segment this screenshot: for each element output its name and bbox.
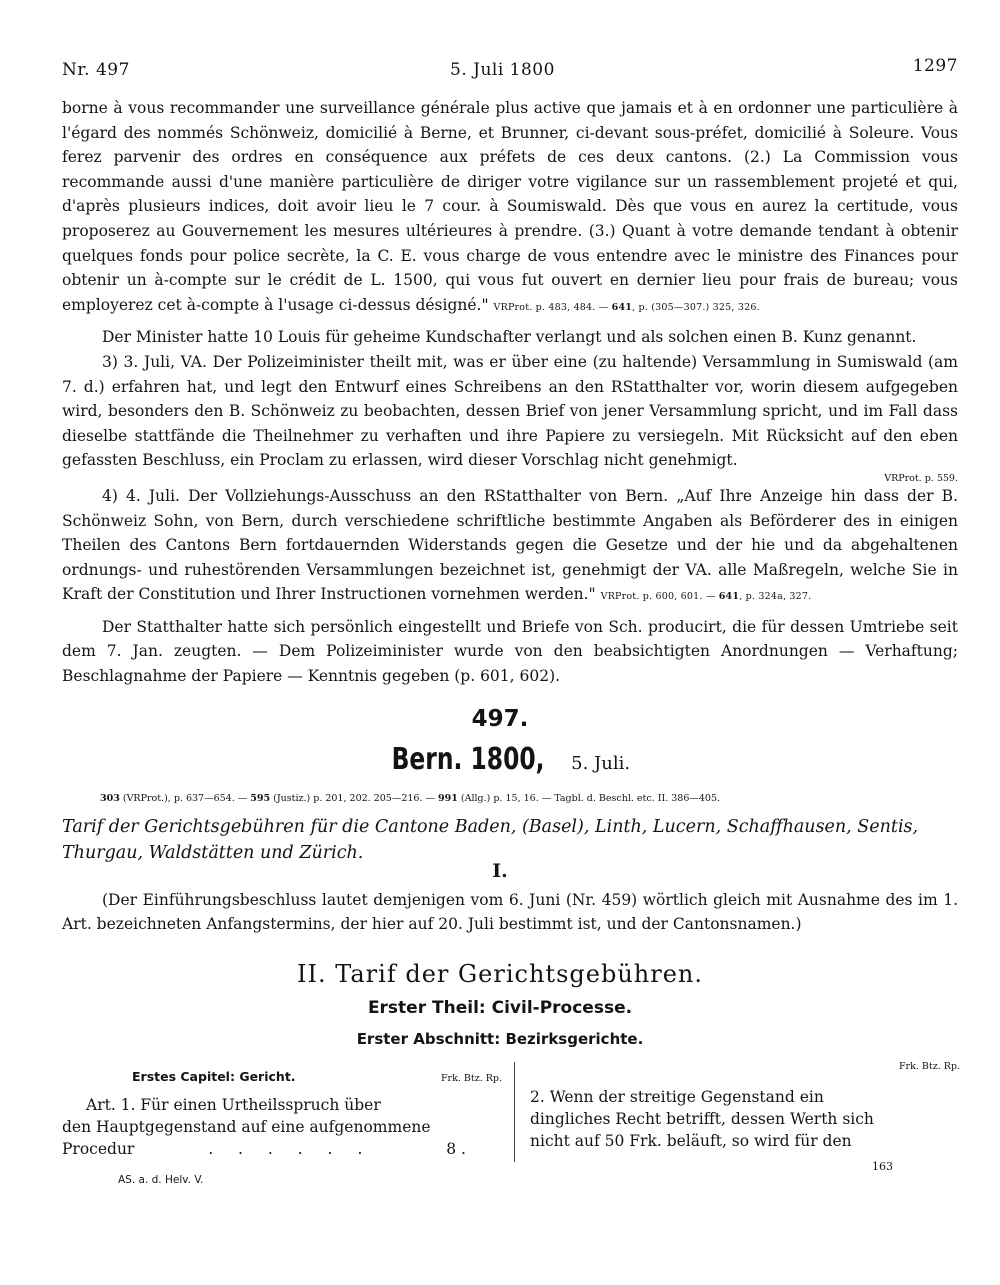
paragraph-french-letter [62, 96, 958, 320]
paragraph-minister-note: Der Minister hatte 10 Louis für geheime Kundschafter verlangt und als solchen einen B. Kunz genannt. [102, 328, 917, 347]
left-column [62, 1066, 502, 1160]
currency-header: Frk. Btz. Rp. [440, 1073, 502, 1084]
article-line: 2. Wenn der streitige Gegenstand ein [530, 1088, 824, 1106]
reference-part: VRProt. p. 600, 601. — [600, 591, 719, 603]
source-text: (VRProt.), p. 637—654. — [119, 793, 251, 804]
source-text: (Justiz.) p. 201, 202. 205—216. — [270, 793, 439, 804]
document-number: 497. [471, 706, 529, 732]
reference-volume: 641 [611, 301, 633, 313]
source-volume: 595 [250, 793, 271, 804]
document-title: Tarif der Gerichtsgebühren für die Cantone Baden, (Basel), Linth, Lucern, Schaffhausen, Sentis, Thurgau, Waldstätten und Zürich. [62, 817, 919, 863]
header-page-number: 1297 [912, 56, 958, 76]
header-date: 5. Juli 1800 [450, 60, 555, 80]
section-heading: Erster Abschnitt: Bezirksgerichte. [356, 1030, 644, 1048]
footer-collection-mark: AS. a. d. Helv. V. [118, 1174, 204, 1186]
paragraph-item-4-text: 4) 4. Juli. Der Vollziehungs-Ausschuss an den RStatthalter von Bern. „Auf Ihre Anzeige hin dass der B. Schönweiz Sohn, von Bern, durch verschiedene schriftliche bestimmte Angaben als Beförderer des in einigen Theilen des Cantons Bern fortdauernden Widerstands gegen die Gesetze und der hie und da abgehaltenen ordnungs- und ruhestörenden Versammlungen bezeichnet ist, genehmigt der VA. alle Maßregeln, welche Sie in Kraft der Constitution und Ihrer Instructionen vornehmen werden." [62, 486, 958, 604]
chapter-heading: Erstes Capitel: Gericht. [132, 1069, 296, 1084]
tariff-heading: II. Tarif der Gerichtsgebühren. [297, 960, 703, 988]
reference-vrprot-483 [494, 302, 760, 313]
paragraph-item-3: 3) 3. Juli, VA. Der Polizeiminister theilt mit, was er über eine (zu haltende) Versammlung in Sumiswald (am 7. d.) erfahren hat, und legt den Entwurf eines Schreibens an den RStatthalter vor, worin diesem aufgegeben wird, besonders den B. Schönweiz zu beobachten, dessen Brief von jener Versammlung spricht, und im Fall dass dieselbe stattfände die Theilnehmer zu verhaften und ihre Papiere zu versiegeln. Mit Rücksicht auf den eben gefassten Beschluss, ein Proclam zu erlassen, wird dieser Vorschlag nicht genehmigt. [62, 352, 958, 470]
reference-part: VRProt. p. 483, 484. — [493, 301, 612, 313]
leader-dots: . . . . . . [208, 1140, 373, 1158]
section-roman-numeral: I. [492, 860, 508, 882]
article-line: nicht auf 50 Frk. beläuft, so wird für den [530, 1132, 852, 1150]
intro-paragraph [62, 888, 958, 936]
reference-volume: 641 [718, 591, 740, 603]
fee-label: Procedur [62, 1140, 135, 1158]
continued-text-block [62, 96, 958, 689]
source-text: (Allg.) p. 15, 16. — Tagbl. d. Beschl. etc. II. 386—405. [457, 793, 721, 804]
place-date: 5. Juli. [571, 753, 631, 774]
fee-row [62, 1138, 502, 1160]
paragraph-item-4 [62, 484, 958, 610]
footer-sheet-number: 163 [872, 1160, 893, 1173]
reference-vrprot-559: VRProt. p. 559. [884, 472, 958, 484]
right-column [530, 1056, 960, 1152]
place-year: Bern. 1800, [391, 742, 545, 777]
article-line: den Hauptgegenstand auf eine aufgenommene [62, 1118, 431, 1136]
article-line: Art. 1. Für einen Urtheilsspruch über [86, 1096, 381, 1114]
fee-value: 8 . [446, 1140, 466, 1158]
source-volume: 303 [100, 793, 120, 804]
left-column-header [62, 1066, 502, 1090]
paragraph-french-letter-text: borne à vous recommander une surveillance générale plus active que jamais et à en ordonner une particulière à l'égard des nommés Schönweiz, domicilié à Berne, et Brunner, ci-devant sous-préfet, domicilié à Soleure. Vous ferez parvenir des ordres en conséquence aux préfets de ces deux cantons. (2.) La Commission vous recommande aussi d'une manière particulière de diriger votre vigilance sur un rassemblement projeté et qui, d'après plusieurs indices, doit avoir lieu le 7 cour. à Soumiswald. Dès que vous en aurez la certitude, vous proposerez au Gouvernement les mesures ultérieures à prendre. (3.) Quant à votre demande tendant à obtenir quelques fonds pour police secrète, la C. E. vous charge de vous entendre avec le ministre des Finances pour obtenir un à-compte sur le crédit de L. 1500, qui vous fut ouvert en dernier lieu pour frais de bureau; vous employerez cet à-compte à l'usage ci-dessus désigné." [62, 99, 958, 314]
reference-pages: , p. 324a, 327. [739, 591, 812, 603]
paragraph-statthalter: Der Statthalter hatte sich persönlich eingestellt und Briefe von Sch. producirt, die für dessen Umtriebe seit dem 7. Jan. zeugten. — Dem Polizeiminister wurde von den beabsichtigten Anordnungen — Verhaftung; Beschlagnahme der Papiere — Kenntnis gegeben (p. 601, 602). [62, 617, 958, 686]
place-date-line [0, 742, 1000, 777]
column-divider [514, 1062, 515, 1162]
reference-pages: , p. (305—307.) 325, 326. [632, 301, 760, 313]
source-volume: 991 [438, 793, 458, 804]
article-line: dingliches Recht betrifft, dessen Werth sich [530, 1110, 874, 1128]
header-document-number: Nr. 497 [62, 60, 130, 80]
currency-header: Frk. Btz. Rp. [898, 1061, 960, 1072]
reference-vrprot-600 [601, 591, 812, 602]
intro-text: (Der Einführungsbeschluss lautet demjenigen vom 6. Juni (Nr. 459) wörtlich gleich mit Ausnahme des im 1. Art. bezeichneten Anfangstermins, der hier auf 20. Juli bestimmt ist, und der Cantonsnamen.) [62, 891, 958, 933]
source-references [100, 793, 960, 804]
part-heading: Erster Theil: Civil-Processe. [367, 998, 633, 1018]
